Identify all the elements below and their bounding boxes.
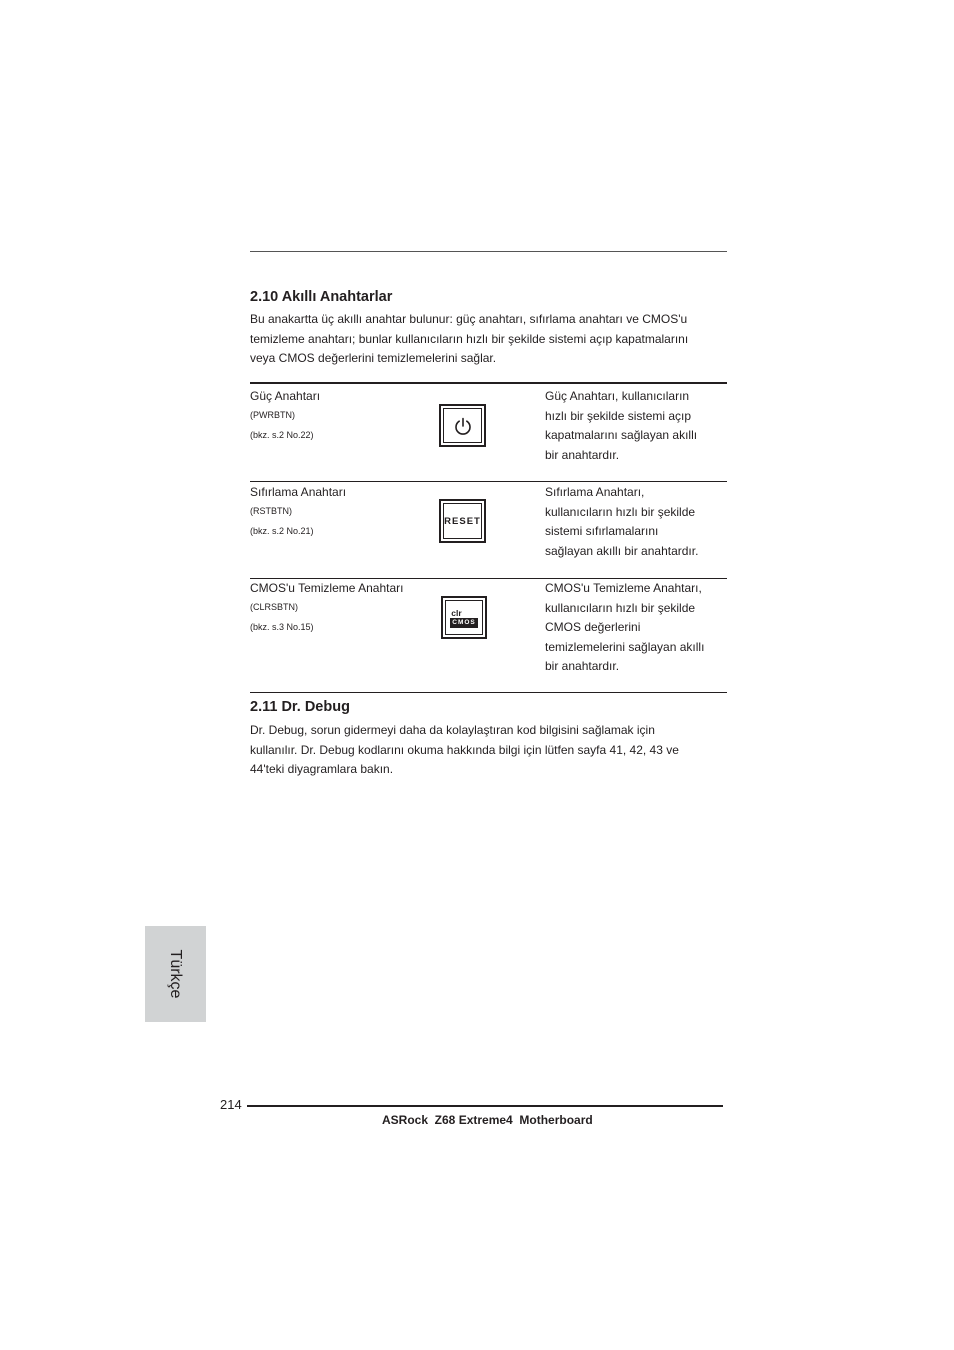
switch-ref-power: (bkz. s.2 No.22) [250, 430, 314, 440]
switch-name-reset: Sıfırlama Anahtarı [250, 485, 347, 499]
reset-button-illustration [439, 499, 486, 543]
clear-cmos-icon [445, 600, 483, 635]
switch-desc-reset [545, 483, 698, 561]
desc-line: Güç Anahtarı, kullanıcıların [545, 389, 690, 403]
intro-line: veya CMOS değerlerini temizlemelerini sağlar. [250, 351, 497, 365]
desc-line: kullanıcıların hızlı bir şekilde [545, 504, 696, 519]
page-number: 214 [220, 1097, 242, 1112]
switch-ref-reset: (bkz. s.2 No.21) [250, 526, 314, 536]
desc-line: kullanıcıların hızlı bir şekilde [545, 600, 696, 615]
language-side-tab-label: Türkçe [167, 949, 184, 999]
power-button-illustration [439, 404, 486, 447]
reset-icon-label: RESET [444, 515, 481, 527]
desc-line: bir anahtardır. [545, 659, 620, 673]
switch-code-clear-cmos: (CLRSBTN) [250, 602, 299, 612]
section-title-smart-switches: 2.10 Akıllı Anahtarlar [250, 289, 393, 305]
table-row-rule [250, 481, 727, 482]
power-icon [453, 416, 473, 436]
switch-desc-clear-cmos [545, 579, 704, 677]
dr-debug-body [250, 721, 730, 780]
table-bottom-rule [250, 692, 727, 693]
desc-line: kapatmalarını sağlayan akıllı [545, 428, 698, 442]
body-line: kullanılır. Dr. Debug kodlarını okuma hakkında bilgi için lütfen sayfa 41, 42, 43 ve [250, 742, 679, 757]
clear-cmos-icon-top: clr [451, 607, 462, 618]
desc-line: temizlemelerini sağlayan akıllı [545, 639, 705, 654]
intro-line: Bu anakartta üç akıllı anahtar bulunur: güç anahtarı, sıfırlama anahtarı ve CMOS'u [250, 312, 688, 326]
language-side-tab [145, 926, 206, 1022]
header-rule [250, 251, 727, 252]
desc-line: CMOS değerlerini [545, 620, 641, 634]
desc-line: Sıfırlama Anahtarı, [545, 485, 645, 499]
body-line: 44'teki diyagramlara bakın. [250, 762, 394, 776]
reset-icon [443, 503, 482, 539]
switch-name-clear-cmos: CMOS'u Temizleme Anahtarı [250, 581, 404, 595]
power-button-face [443, 408, 482, 443]
footer-rule [247, 1105, 723, 1107]
switch-name-power: Güç Anahtarı [250, 389, 321, 403]
intro-line: temizleme anahtarı; bunlar kullanıcıların hızlı bir şekilde sistemi açıp kapatmalarını [250, 331, 689, 346]
desc-line: sağlayan akıllı bir anahtardır. [545, 543, 699, 558]
switch-code-power: (PWRBTN) [250, 410, 295, 420]
switch-code-reset: (RSTBTN) [250, 506, 292, 516]
desc-line: bir anahtardır. [545, 447, 620, 462]
desc-line: CMOS'u Temizleme Anahtarı, [545, 581, 702, 595]
smart-switches-intro [250, 310, 730, 369]
table-top-rule [250, 382, 727, 384]
desc-line: sistemi sıfırlamalarını [545, 524, 659, 538]
switch-desc-power [545, 387, 697, 465]
body-line: Dr. Debug, sorun gidermeyi daha da kolaylaştıran kod bilgisini sağlamak için [250, 723, 655, 737]
clear-cmos-button-illustration [441, 596, 487, 639]
desc-line: hızlı bir şekilde sistemi açıp [545, 408, 692, 423]
switch-ref-clear-cmos: (bkz. s.3 No.15) [250, 622, 314, 632]
clear-cmos-icon-bottom: CMOS [452, 618, 476, 626]
footer-title: ASRock Z68 Extreme4 Motherboard [382, 1113, 593, 1127]
section-title-dr-debug: 2.11 Dr. Debug [250, 699, 350, 715]
